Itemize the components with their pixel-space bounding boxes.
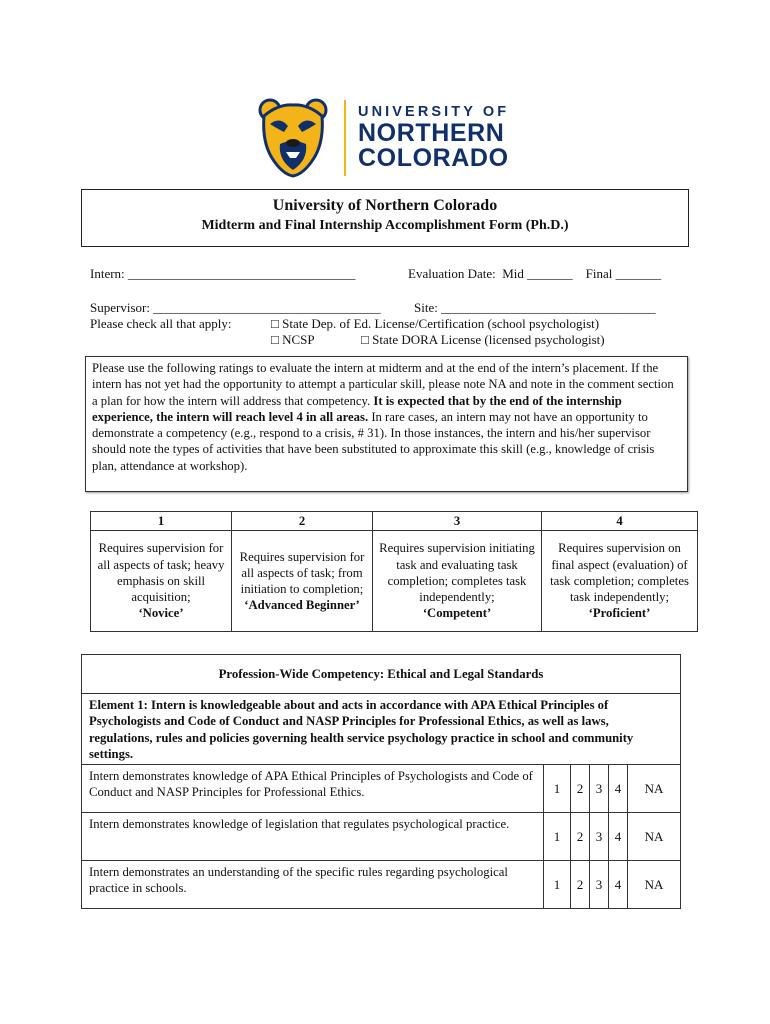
rating-option-3[interactable]: 3	[590, 765, 609, 813]
rating-option-4[interactable]: 4	[609, 813, 628, 861]
rating-description	[232, 531, 373, 632]
checkbox-state-dora-license[interactable]: □ State DORA License (licensed psychologist)	[361, 332, 605, 347]
bear-icon	[258, 98, 328, 178]
item-text: Intern demonstrates knowledge of legislation that regulates psychological practice.	[82, 813, 544, 861]
competency-table	[81, 654, 681, 909]
rating-level: ‘Proficient’	[588, 606, 651, 621]
evaluation-date-field[interactable]: Evaluation Date: Mid _______ Final _______	[408, 266, 662, 281]
instructions-box	[85, 356, 688, 492]
item-text: Intern demonstrates knowledge of APA Ethical Principles of Psychologists and Code of Conduct and NASP Principles for Professional Ethics.	[82, 765, 544, 813]
rating-desc-text: Requires supervision on final aspect (evaluation) of task completion; completes task independently;	[550, 541, 689, 605]
instructions-expectation: It is expected that by the end of the internship experience, the intern will reach level 4 in all areas.	[92, 393, 622, 424]
site-field[interactable]: Site: _________________________________	[414, 300, 656, 315]
rating-option-na[interactable]: NA	[628, 861, 681, 909]
logo-line-university-of: UNIVERSITY OF	[358, 104, 510, 120]
checkbox-ncsp[interactable]: □ NCSP	[271, 332, 315, 347]
rating-option-1[interactable]: 1	[544, 813, 571, 861]
rating-option-na[interactable]: NA	[628, 813, 681, 861]
rating-option-1[interactable]: 1	[544, 765, 571, 813]
competency-title: Profession-Wide Competency: Ethical and Legal Standards	[82, 655, 681, 694]
page-subtitle: Midterm and Final Internship Accomplishment Form (Ph.D.)	[201, 218, 569, 233]
rating-option-1[interactable]: 1	[544, 861, 571, 909]
logo-divider	[344, 100, 346, 176]
rating-number: 3	[373, 512, 542, 531]
rating-option-2[interactable]: 2	[571, 765, 590, 813]
rating-level: ‘Competent’	[422, 606, 492, 621]
intern-field[interactable]: Intern: ___________________________________	[90, 266, 356, 281]
rating-description	[373, 531, 542, 632]
rating-option-4[interactable]: 4	[609, 765, 628, 813]
rating-number: 4	[542, 512, 698, 531]
table-row	[82, 861, 681, 909]
check-all-label: Please check all that apply:	[90, 316, 232, 331]
rating-desc-text: Requires supervision for all aspects of task; from initiation to completion;	[239, 549, 365, 596]
rating-number: 2	[232, 512, 373, 531]
rating-option-3[interactable]: 3	[590, 813, 609, 861]
rating-number: 1	[91, 512, 232, 531]
rating-level: ‘Advanced Beginner’	[244, 598, 360, 613]
supervisor-field[interactable]: Supervisor: ___________________________________	[90, 300, 381, 315]
page-title: University of Northern Colorado	[272, 197, 498, 214]
logo-line-northern: NORTHERN	[358, 119, 505, 147]
university-logo	[258, 98, 520, 178]
form-title-box	[81, 189, 689, 247]
rating-level: ‘Novice’	[138, 606, 184, 621]
rating-desc-text: Requires supervision for all aspects of task; heavy emphasis on skill acquisition;	[97, 541, 225, 605]
rating-scale-table	[90, 511, 698, 632]
logo-line-colorado: COLORADO	[358, 144, 509, 172]
rating-option-2[interactable]: 2	[571, 813, 590, 861]
rating-option-na[interactable]: NA	[628, 765, 681, 813]
instructions-text-1: Please use the following ratings to evaluate the intern at midterm and at the end of the intern’s placement. If the intern has not yet had the opportunity to attempt a particular skill, please note NA and note in the comment section a plan for how the intern will address that competency.	[92, 361, 674, 408]
rating-description	[91, 531, 232, 632]
rating-option-2[interactable]: 2	[571, 861, 590, 909]
rating-option-4[interactable]: 4	[609, 861, 628, 909]
table-row	[82, 765, 681, 813]
rating-option-3[interactable]: 3	[590, 861, 609, 909]
rating-desc-text: Requires supervision initiating task and evaluating task completion; completes task independently;	[379, 541, 535, 605]
item-text: Intern demonstrates an understanding of the specific rules regarding psychological practice in schools.	[82, 861, 544, 909]
checkbox-state-doe-license[interactable]: □ State Dep. of Ed. License/Certification (school psychologist)	[271, 316, 600, 331]
rating-description	[542, 531, 698, 632]
table-row	[82, 813, 681, 861]
instructions-text-2: In rare cases, an intern may not have an opportunity to demonstrate a competency (e.g., respond to a crisis, # 31). In those instances, the intern and his/her supervisor should note the types of activities that have been substituted to approximate this skill (e.g., knowledge of crisis plan, attendance at workshop).	[92, 409, 655, 473]
element-description: Element 1: Intern is knowledgeable about and acts in accordance with APA Ethical Principles of Psychologists and Code of Conduct and NASP Principles for Professional Ethics, as well as laws, regulations, rules and policies governing health service psychology practice in school and community settings.	[82, 694, 681, 765]
